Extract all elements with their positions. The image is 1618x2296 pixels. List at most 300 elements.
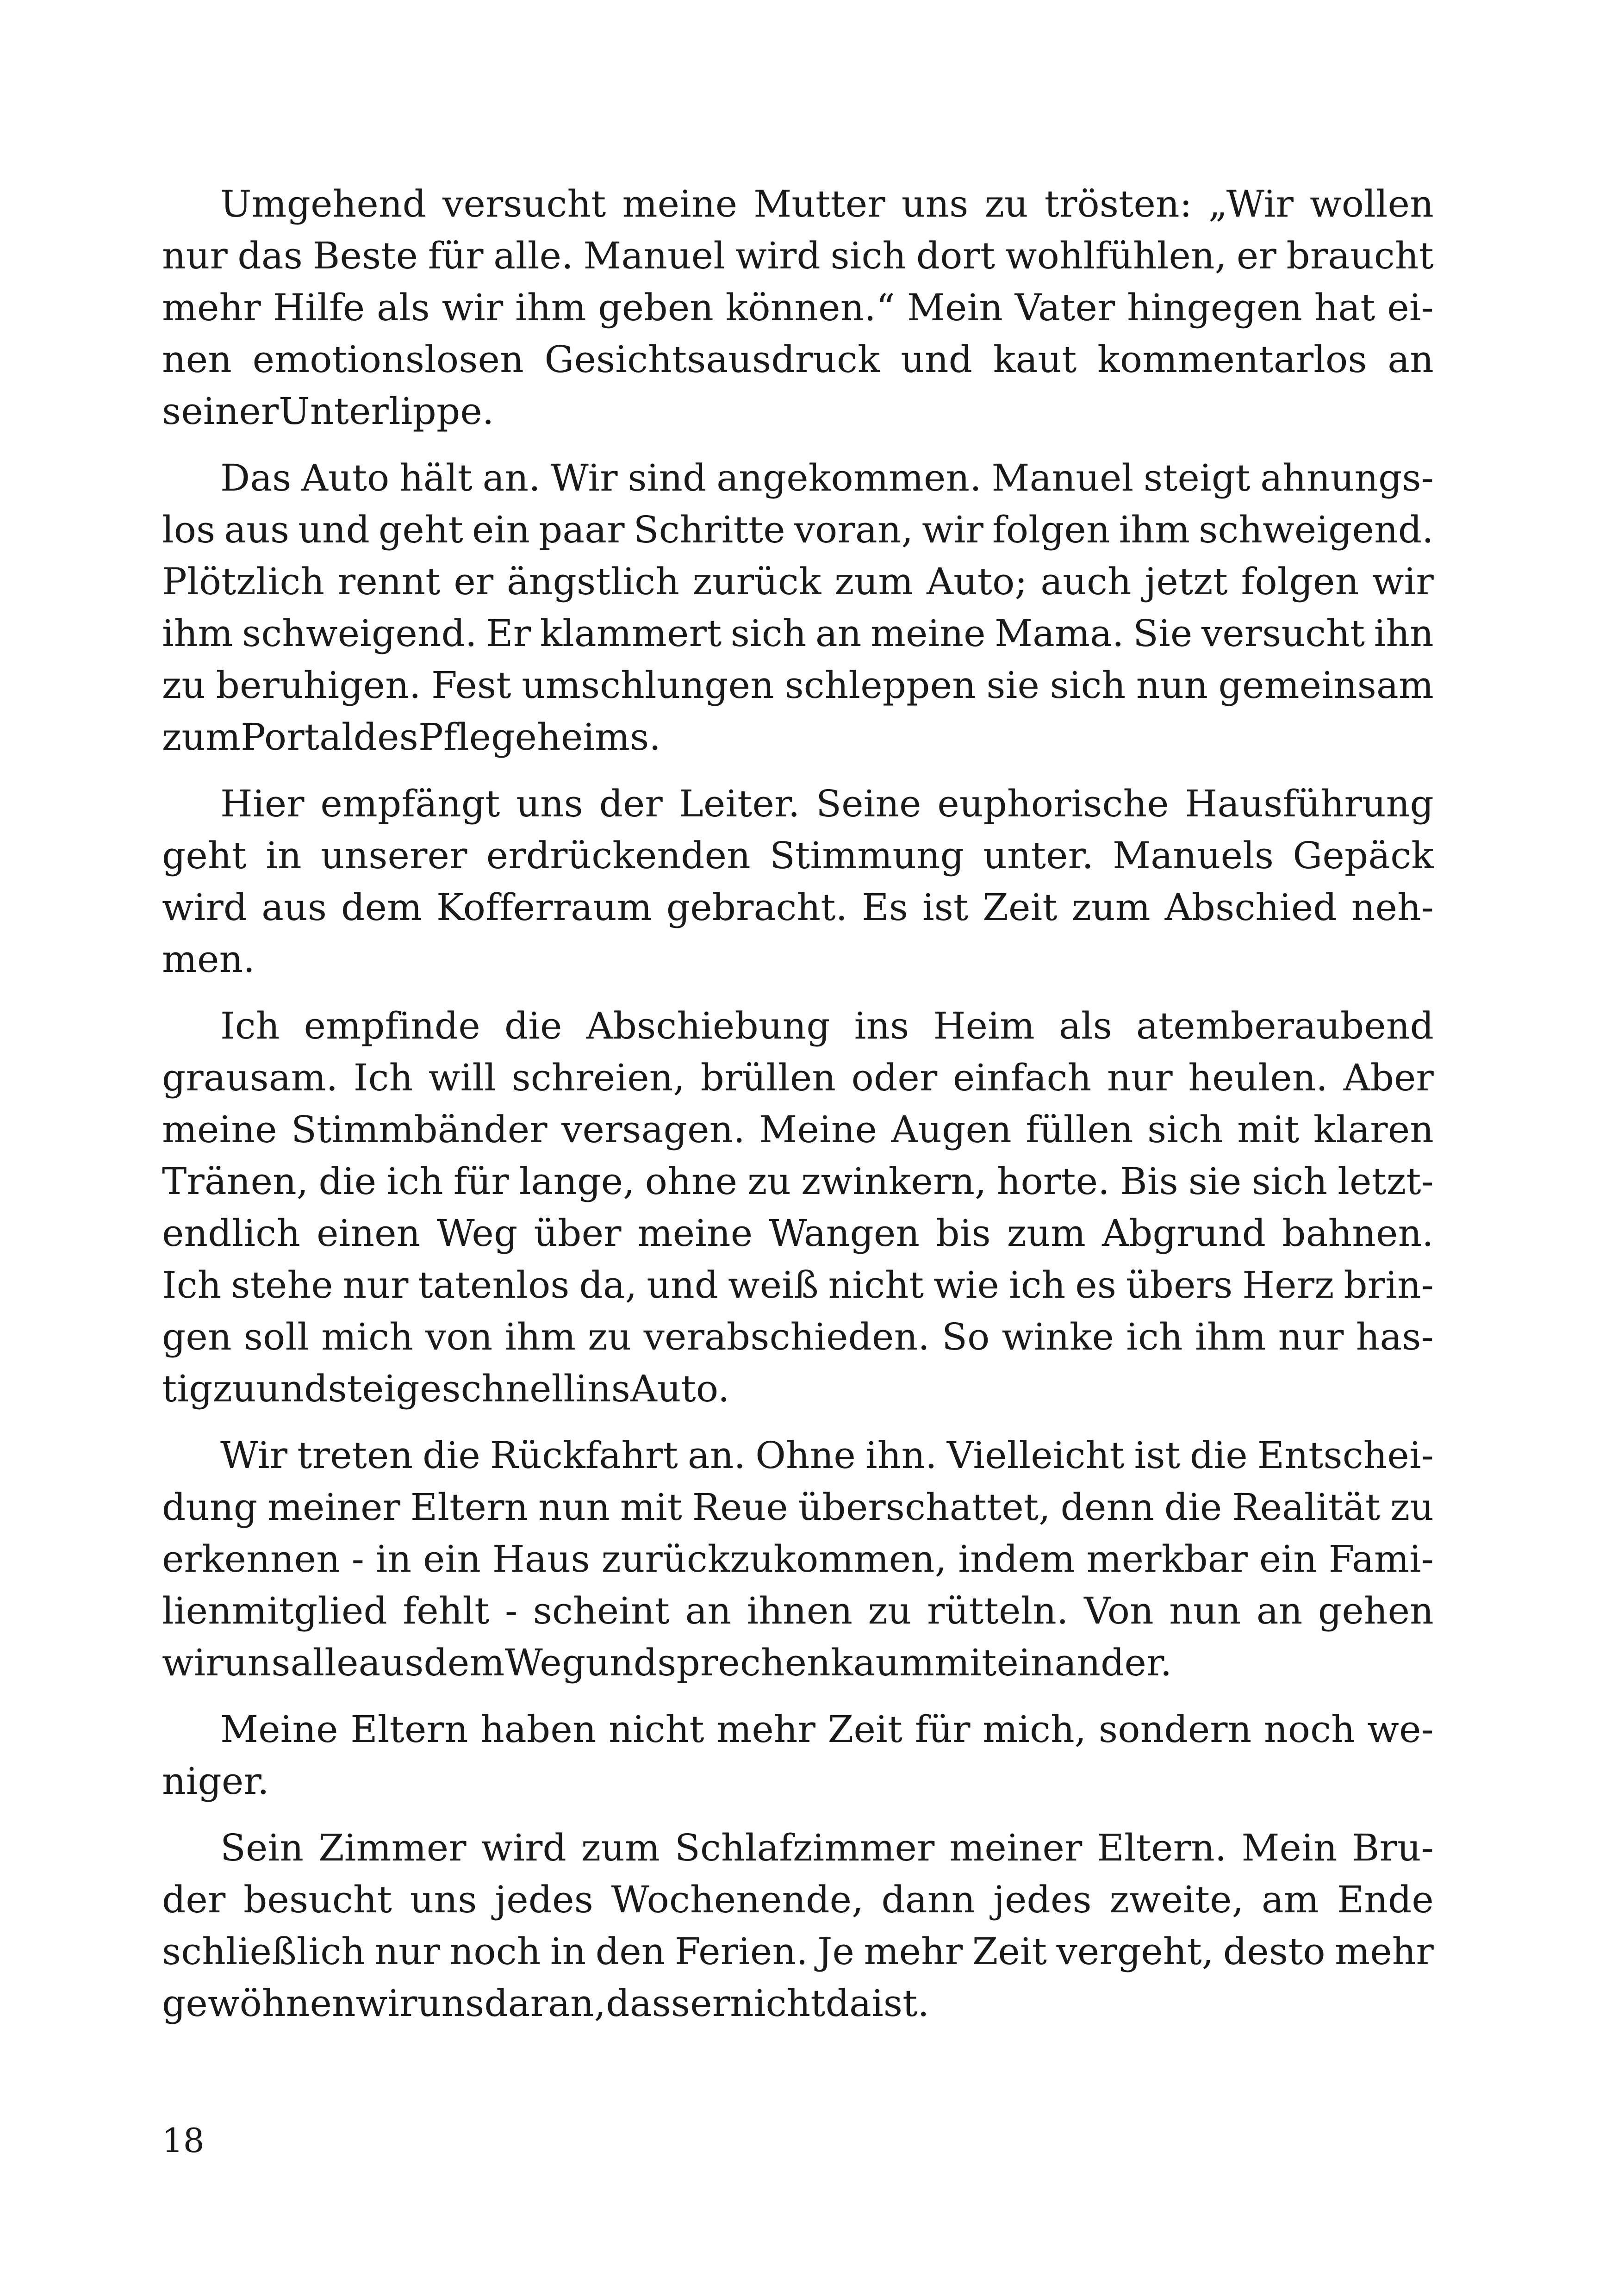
word: ein (472, 508, 530, 551)
page-body (162, 178, 1434, 2044)
word: Mein (1241, 1826, 1338, 1869)
word: da, (579, 1263, 637, 1307)
word: Manuel (583, 234, 726, 277)
word: Unterlippe. (279, 390, 494, 433)
word: niger. (162, 1760, 269, 1803)
word: der (162, 1878, 226, 1921)
word: schnell (442, 1367, 576, 1410)
word: Eltern (350, 1708, 468, 1751)
word: mehr (1335, 1930, 1434, 1973)
word: wir (355, 1982, 417, 2025)
word: an (685, 1589, 732, 1632)
word: Abgrund (1102, 1212, 1266, 1255)
word: nun (1136, 664, 1208, 707)
word: tig (162, 1367, 213, 1410)
word: wir (162, 1641, 224, 1684)
word: Schlafzimmer (674, 1826, 935, 1869)
word: zum (581, 1826, 660, 1869)
word: steigt (1143, 456, 1251, 499)
word: Portal (241, 716, 354, 759)
page-number: 18 (162, 2121, 205, 2160)
word: wir (442, 286, 504, 329)
word: ihm (504, 1315, 576, 1358)
word: sie (1188, 1160, 1242, 1203)
word: uns (516, 782, 583, 825)
word: Wir (550, 456, 618, 499)
word: ist (1134, 1434, 1181, 1477)
word: scheint (533, 1589, 670, 1632)
word: men. (162, 938, 255, 981)
word: füllen (1026, 1108, 1133, 1151)
word: denn (1060, 1486, 1155, 1529)
word: schweigend. (1199, 508, 1434, 551)
word: nun (1169, 1589, 1241, 1632)
word: Ohne (755, 1434, 856, 1477)
word: heulen. (1188, 1056, 1328, 1099)
word: zweite, (1109, 1878, 1244, 1921)
word: und (298, 508, 370, 551)
word: noch (449, 1930, 541, 1973)
word: Das (220, 456, 292, 499)
word: überschattet, (798, 1486, 1051, 1529)
text-line (162, 1430, 1434, 1481)
word: Sein (220, 1826, 304, 1869)
word: Gepäck (1293, 834, 1434, 877)
word: indem (958, 1537, 1075, 1580)
word: ins (575, 1367, 630, 1410)
word: jedes (495, 1878, 593, 1921)
word: für (428, 234, 484, 277)
word: Es (862, 886, 909, 929)
word: die (1190, 1434, 1248, 1477)
word: aus (224, 508, 290, 551)
word: schließlich (162, 1930, 366, 1973)
word: wir (922, 508, 984, 551)
word: ihm (1195, 1315, 1266, 1358)
word: uns (901, 182, 969, 225)
text-line (162, 1533, 1434, 1585)
word: hingegen (1127, 286, 1303, 329)
word: Beste (312, 234, 418, 277)
word: horte. (996, 1160, 1110, 1203)
word: zu (1390, 1486, 1434, 1529)
word: ihm (515, 286, 586, 329)
text-line (162, 1052, 1434, 1104)
paragraph (162, 178, 1434, 437)
word: übers (1126, 1263, 1233, 1307)
word: Plötzlich (162, 560, 325, 603)
text-line (162, 1156, 1434, 1207)
word: an. (482, 456, 541, 499)
word: uns (410, 1878, 477, 1921)
word: Hausführung (1185, 782, 1434, 825)
word: sie (986, 664, 1039, 707)
word: meiner (267, 1486, 401, 1529)
word: Heim (933, 1004, 1035, 1047)
word: und (585, 1641, 658, 1684)
word: mich, (983, 1708, 1087, 1751)
word: in (550, 1930, 586, 1973)
word: endlich (162, 1212, 300, 1255)
text-line (162, 1311, 1434, 1363)
word: Stimmung (770, 834, 965, 877)
word: Leiter. (678, 782, 800, 825)
word: Weg (504, 1641, 586, 1684)
word: trösten: (1044, 182, 1192, 225)
text-line (162, 711, 1434, 763)
text-line (162, 282, 1434, 334)
word: sich (1147, 1108, 1223, 1151)
word: mit (1237, 1108, 1300, 1151)
word: und (901, 338, 973, 381)
word: dung (162, 1486, 258, 1529)
word: Bru- (1352, 1826, 1434, 1869)
word: tatenlos (418, 1263, 570, 1307)
paragraph (162, 778, 1434, 985)
word: erdrückenden (486, 834, 751, 877)
word: merkbar (1086, 1537, 1248, 1580)
word: Mutter (753, 182, 885, 225)
text-line (162, 1755, 1434, 1807)
word: dass (606, 1982, 691, 2025)
word: ihm (162, 612, 233, 655)
word: euphorische (937, 782, 1169, 825)
word: haben (480, 1708, 597, 1751)
word: schleppen (784, 664, 976, 707)
text-line (162, 1363, 1434, 1415)
word: gewöhnen (162, 1982, 356, 2025)
word: wird (162, 886, 248, 929)
word: die (504, 1004, 562, 1047)
word: es (1075, 1263, 1117, 1307)
word: noch (1264, 1708, 1355, 1751)
text-line (162, 1637, 1434, 1689)
word: ihn (1374, 612, 1434, 655)
word: Sie (1133, 612, 1193, 655)
word: kaum (830, 1641, 935, 1684)
text-line (162, 608, 1434, 660)
word: für (453, 1160, 509, 1203)
word: treten (297, 1434, 413, 1477)
word: Auto (301, 456, 390, 499)
word: ihn. (865, 1434, 937, 1477)
word: klammert (540, 612, 722, 655)
word: uns (223, 1641, 291, 1684)
word: schreien, (511, 1056, 685, 1099)
text-line (162, 334, 1434, 386)
word: zu (868, 1589, 912, 1632)
word: Hilfe (273, 286, 365, 329)
word: als (1059, 1004, 1112, 1047)
word: Ende (1337, 1878, 1434, 1921)
word: er (454, 560, 494, 603)
word: da (825, 1982, 872, 2025)
text-line (162, 1481, 1434, 1533)
word: er (690, 1982, 730, 2025)
text-line (162, 1704, 1434, 1755)
word: letzt- (1338, 1160, 1434, 1203)
text-line (162, 1926, 1434, 1978)
word: zu (212, 1367, 256, 1410)
word: atemberaubend (1136, 1004, 1434, 1047)
word: Auto. (630, 1367, 730, 1410)
word: die (423, 1434, 480, 1477)
paragraph (162, 1430, 1434, 1689)
word: zum (834, 560, 914, 603)
word: steige (328, 1367, 442, 1410)
word: los (162, 508, 216, 551)
word: gebracht. (666, 886, 848, 929)
word: beruhigen. (216, 664, 421, 707)
word: Meine (759, 1108, 877, 1151)
word: zu (747, 1160, 791, 1203)
word: Realität (1232, 1486, 1381, 1529)
word: mit (620, 1486, 683, 1529)
word: Zeit (983, 886, 1058, 929)
word: hält (399, 456, 473, 499)
word: ist (922, 886, 969, 929)
text-line (162, 1104, 1434, 1156)
word: Mein (907, 286, 1003, 329)
word: lienmitglied (162, 1589, 387, 1632)
word: vergeht, (1056, 1930, 1214, 1973)
text-line (162, 178, 1434, 230)
word: meine (871, 612, 986, 655)
word: stehe (231, 1263, 333, 1307)
word: empfängt (320, 782, 500, 825)
word: - (351, 1537, 364, 1580)
word: voran, (794, 508, 914, 551)
word: sich (830, 234, 907, 277)
word: Er (486, 612, 531, 655)
word: als (376, 286, 430, 329)
word: meine (162, 1108, 277, 1151)
word: Pflegeheims. (418, 716, 661, 759)
word: dem (423, 1641, 505, 1684)
word: bis (936, 1212, 991, 1255)
word: dem (341, 886, 423, 929)
word: braucht (1286, 234, 1434, 277)
word: nur (1278, 1315, 1344, 1358)
word: und (647, 1263, 719, 1307)
word: ins (854, 1004, 909, 1047)
paragraph (162, 1000, 1434, 1415)
word: sich (730, 612, 807, 655)
word: über (534, 1212, 622, 1255)
word: und (256, 1367, 328, 1410)
word: sondern (1099, 1708, 1252, 1751)
word: bahnen. (1282, 1212, 1434, 1255)
word: er (1236, 234, 1276, 277)
text-line (162, 1259, 1434, 1311)
word: Kofferraum (436, 886, 652, 929)
word: erkennen (162, 1537, 340, 1580)
word: hat (1314, 286, 1375, 329)
word: für (915, 1708, 971, 1751)
word: nicht (609, 1708, 704, 1751)
word: dort (916, 234, 996, 277)
word: von (425, 1315, 493, 1358)
word: zu (984, 182, 1028, 225)
word: an (815, 612, 862, 655)
word: paar (539, 508, 625, 551)
word: nur (1107, 1056, 1173, 1099)
word: wollen (1310, 182, 1434, 225)
word: wohlfühlen, (1005, 234, 1227, 277)
word: Abschiebung (586, 1004, 830, 1047)
word: nur (374, 1930, 441, 1973)
word: ahnungs- (1260, 456, 1434, 499)
paragraph (162, 1704, 1434, 1807)
word: ei- (1387, 286, 1434, 329)
word: has- (1356, 1315, 1434, 1358)
word: ihnen (747, 1589, 853, 1632)
word: sind (628, 456, 707, 499)
word: wir (1372, 560, 1434, 603)
word: geben (598, 286, 714, 329)
word: ihm (1119, 508, 1190, 551)
word: Seine (816, 782, 921, 825)
word: weiß (728, 1263, 819, 1307)
word: auch (1040, 560, 1132, 603)
word: Ferien. (674, 1930, 808, 1973)
word: Ich (220, 1004, 280, 1047)
word: winke (1002, 1315, 1114, 1358)
word: können.“ (725, 286, 896, 329)
word: an. (687, 1434, 746, 1477)
text-line (162, 452, 1434, 504)
word: jetzt (1145, 560, 1228, 603)
word: ohne (645, 1160, 738, 1203)
word: Fest (431, 664, 511, 707)
text-line (162, 830, 1434, 882)
text-line (162, 933, 1434, 985)
word: nen (162, 338, 232, 381)
text-line (162, 1978, 1434, 2029)
text-line (162, 882, 1434, 933)
word: gehen (1318, 1589, 1434, 1632)
text-line (162, 386, 1434, 437)
word: kaut (993, 338, 1077, 381)
word: einfach (952, 1056, 1092, 1099)
word: - (505, 1589, 518, 1632)
word: mehr (162, 286, 261, 329)
word: Wangen (769, 1212, 920, 1255)
word: unserer (320, 834, 467, 877)
word: desto (1223, 1930, 1326, 1973)
text-line (162, 1585, 1434, 1637)
text-line (162, 660, 1434, 711)
word: in (266, 834, 302, 877)
word: Aber (1343, 1056, 1434, 1099)
word: ein (423, 1537, 481, 1580)
word: ist. (871, 1982, 930, 2025)
word: So (942, 1315, 990, 1358)
word: aus (261, 886, 327, 929)
word: alle (290, 1641, 359, 1684)
word: rennt (337, 560, 441, 603)
word: kommentarlos (1097, 338, 1367, 381)
word: nicht (730, 1982, 826, 2025)
word: empfinde (304, 1004, 480, 1047)
word: Abschied (1164, 886, 1337, 929)
word: Von (1084, 1589, 1154, 1632)
word: Hier (220, 782, 305, 825)
word: wird (481, 1826, 566, 1869)
word: zu (162, 664, 206, 707)
word: Manuel (991, 456, 1134, 499)
word: ein (1259, 1537, 1317, 1580)
word: we- (1367, 1708, 1434, 1751)
word: Eltern. (1097, 1826, 1227, 1869)
word: versucht (1201, 612, 1365, 655)
word: jedes (993, 1878, 1092, 1921)
text-line (162, 1000, 1434, 1052)
text-line (162, 230, 1434, 282)
word: in (375, 1537, 412, 1580)
word: Schritte (633, 508, 785, 551)
word: wird (735, 234, 821, 277)
word: Mama. (995, 612, 1124, 655)
word: Vater (1014, 286, 1115, 329)
word: verabschieden. (643, 1315, 930, 1358)
word: Manuels (1113, 834, 1274, 877)
word: Fami- (1328, 1537, 1434, 1580)
word: gemeinsam (1218, 664, 1434, 707)
text-line (162, 1822, 1434, 1874)
word: sich (1251, 1160, 1328, 1203)
word: Je (817, 1930, 855, 1973)
word: gen (162, 1315, 232, 1358)
word: zu (588, 1315, 632, 1358)
word: ich (386, 1160, 443, 1203)
word: versagen. (561, 1108, 745, 1151)
word: Augen (891, 1108, 1012, 1151)
text-line (162, 504, 1434, 556)
word: Tränen, (162, 1160, 309, 1203)
word: ich (1126, 1315, 1183, 1358)
word: Stimmbänder (291, 1108, 548, 1151)
word: meine (637, 1212, 753, 1255)
word: Rückfahrt (490, 1434, 678, 1477)
word: zum (162, 716, 241, 759)
word: Zimmer (318, 1826, 467, 1869)
word: will (428, 1056, 496, 1099)
word: Haus (492, 1537, 590, 1580)
word: das (237, 234, 303, 277)
word: meiner (949, 1826, 1083, 1869)
word: zum (1007, 1212, 1086, 1255)
word: Zeit (828, 1708, 903, 1751)
word: lange, (519, 1160, 635, 1203)
word: folgen (992, 508, 1110, 551)
word: fehlt (403, 1589, 490, 1632)
word: neh- (1351, 886, 1434, 929)
word: Ich (162, 1263, 222, 1307)
word: nur (162, 234, 228, 277)
word: Eltern (410, 1486, 529, 1529)
word: umschlungen (522, 664, 774, 707)
word: Wir (220, 1434, 288, 1477)
word: Auto; (927, 560, 1027, 603)
word: brüllen (700, 1056, 836, 1099)
word: ängstlich (507, 560, 679, 603)
word: mehr (716, 1708, 816, 1751)
word: brin- (1344, 1263, 1434, 1307)
word: „Wir (1208, 182, 1294, 225)
word: alle. (493, 234, 573, 277)
word: sich (1050, 664, 1126, 707)
